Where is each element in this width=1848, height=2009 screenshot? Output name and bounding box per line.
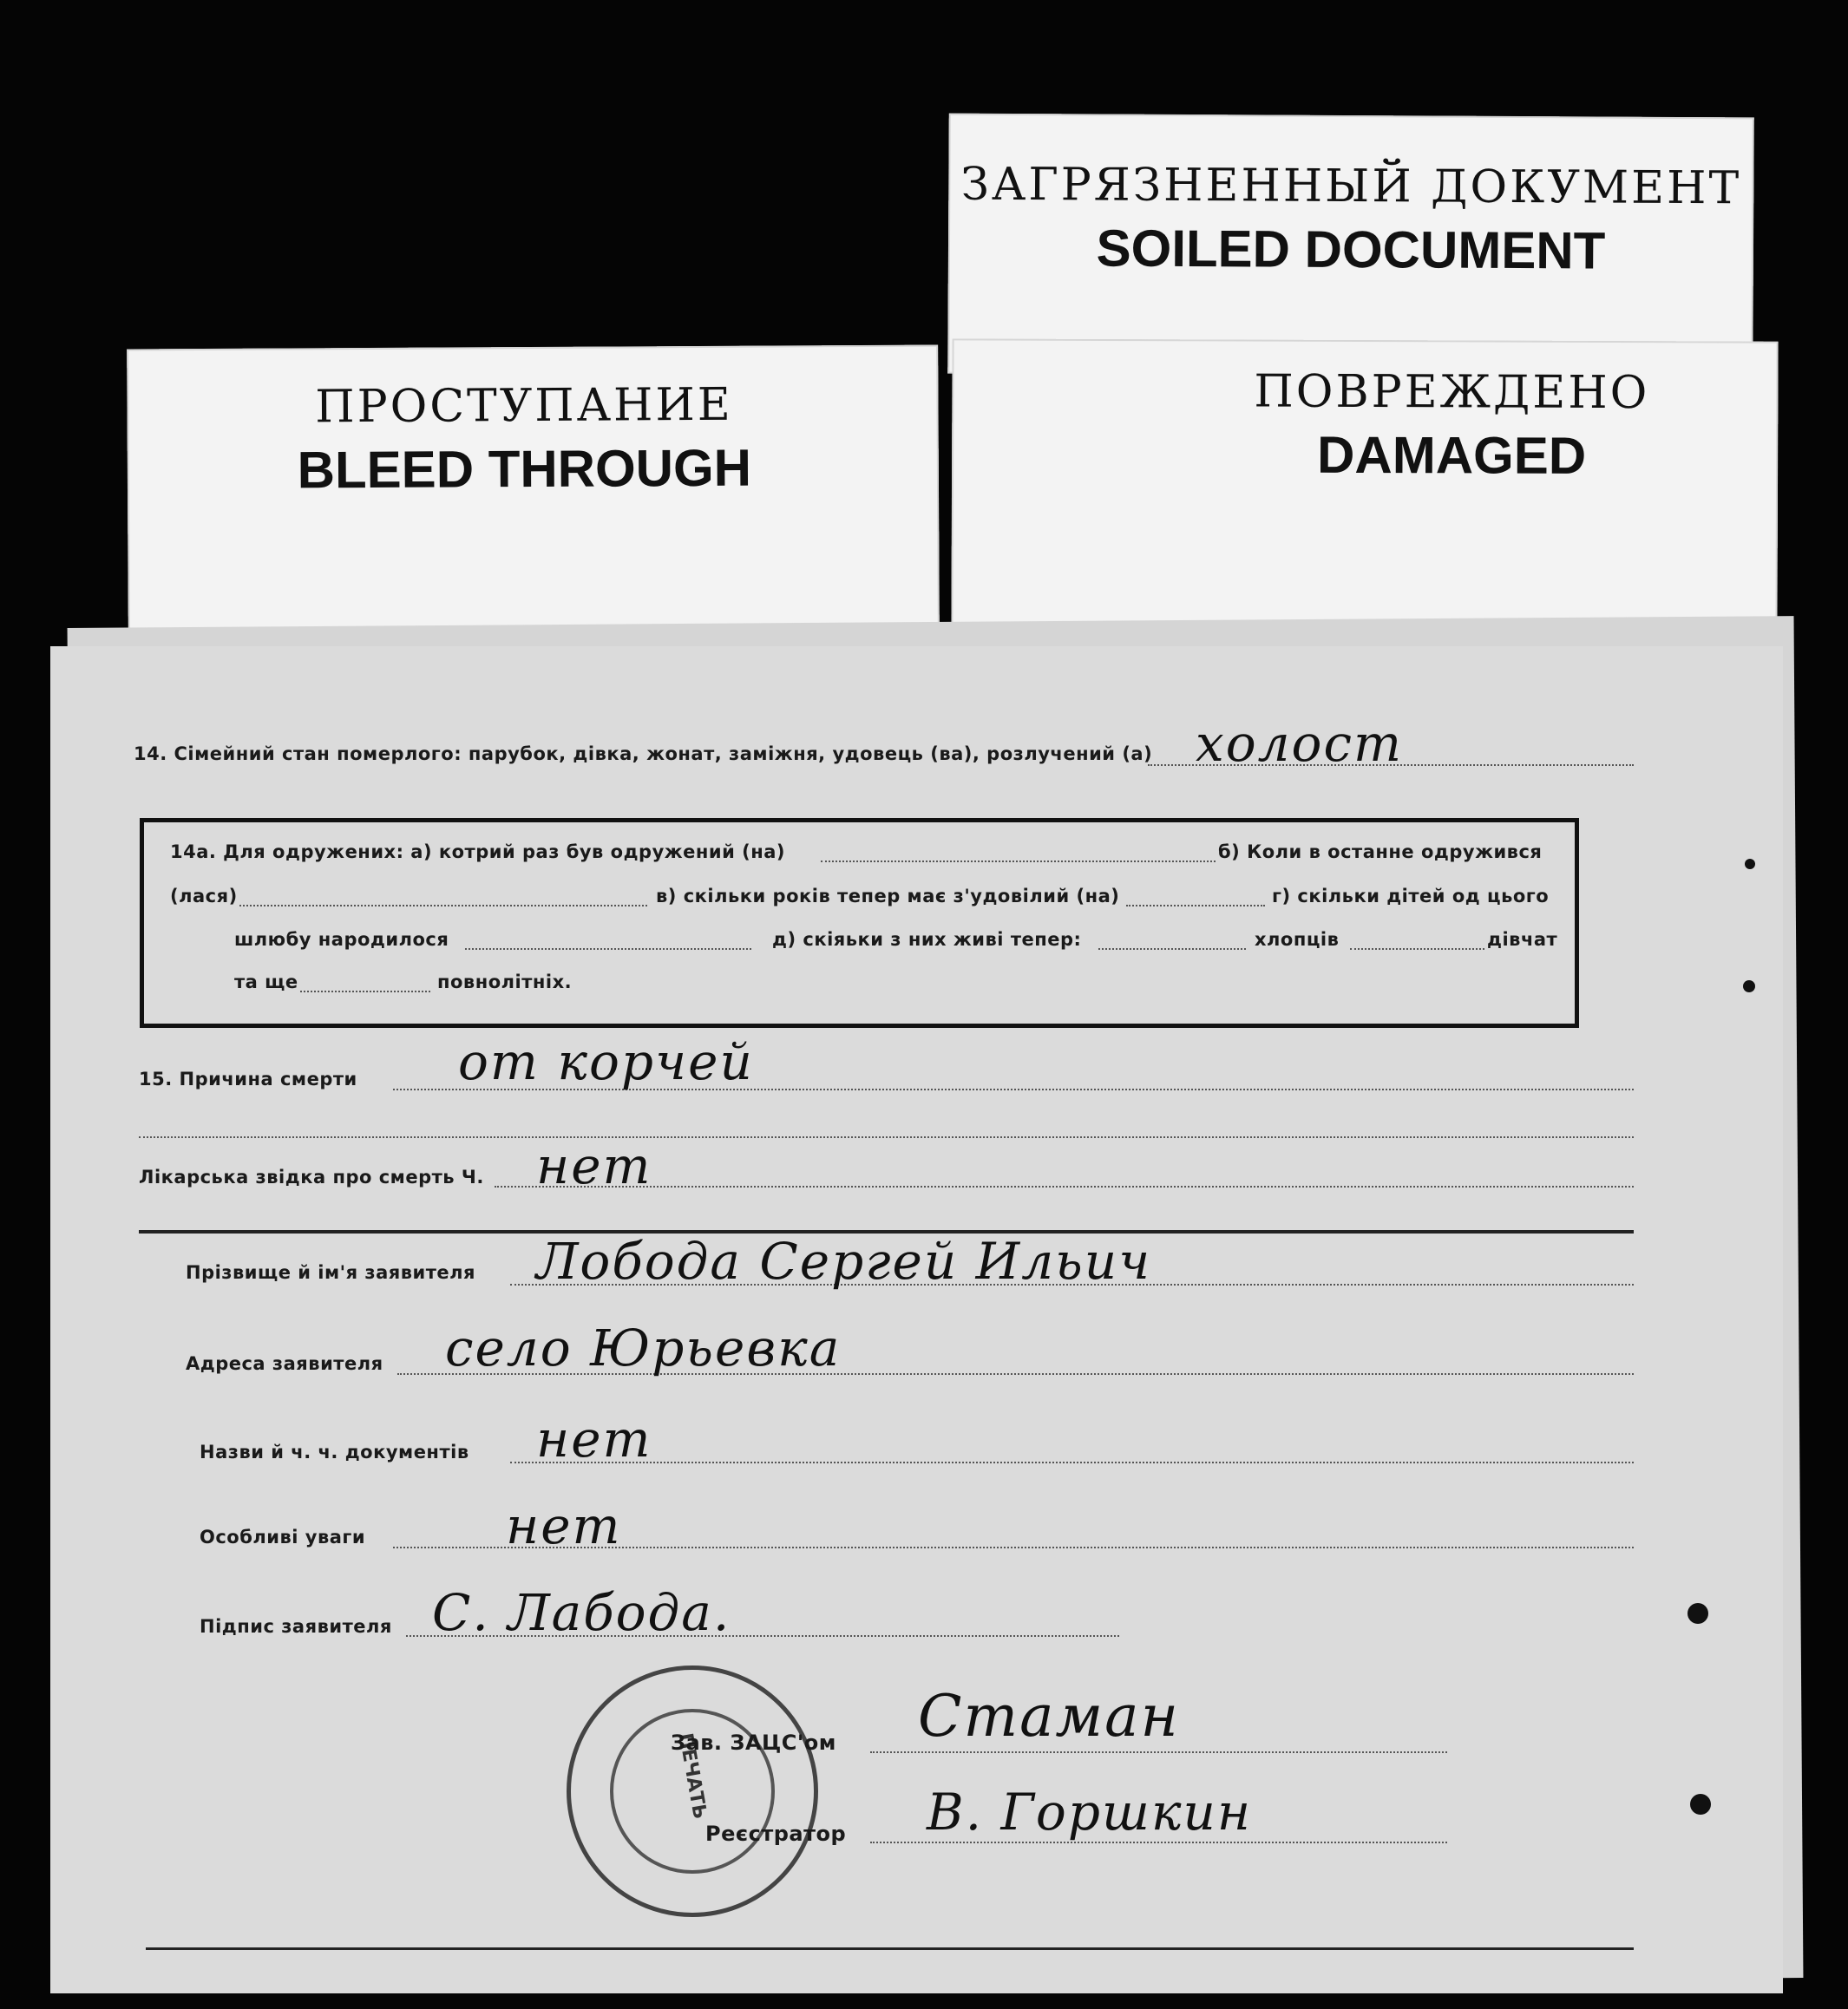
q14a-line3a: шлюбу народилося bbox=[234, 929, 449, 950]
stamp-text: ПЕЧАТЬ bbox=[674, 1731, 711, 1821]
cause-of-death-value: от корчей bbox=[458, 1032, 754, 1091]
damaged-tag bbox=[951, 338, 1778, 636]
cause-of-death-line-2 bbox=[139, 1136, 1634, 1138]
soiled-tag-ru: ЗАГРЯЗНЕННЫЙ ДОКУМЕНТ bbox=[960, 158, 1742, 215]
bleed-tag-en: BLEED THROUGH bbox=[297, 438, 752, 500]
q14a-dots-3 bbox=[1126, 905, 1265, 906]
death-record-form bbox=[50, 646, 1783, 1993]
q14a-line1a: 14а. Для одружених: а) котрий раз був одружений (на) bbox=[170, 841, 786, 862]
applicant-name-value: Лобода Сергей Ильич bbox=[536, 1232, 1152, 1291]
applicant-address-label: Адреса заявителя bbox=[186, 1353, 383, 1374]
documents-line bbox=[510, 1462, 1634, 1463]
medical-cert-label: Лікарська звідка про смерть Ч. bbox=[139, 1167, 484, 1188]
marital-status-label: 14. Сімейний стан померлого: парубок, дівка, жонат, заміжня, удовець (ва), розлучений (а) bbox=[134, 743, 1153, 764]
q14a-dots-2 bbox=[239, 905, 647, 906]
q14a-line2c: г) скільки дітей од цього bbox=[1272, 886, 1550, 906]
bleed-through-tag bbox=[127, 345, 940, 636]
cause-of-death-label: 15. Причина смерти bbox=[139, 1069, 357, 1090]
applicant-name-label: Прізвище й ім'я заявителя bbox=[186, 1262, 476, 1283]
q14a-line3c: хлопців bbox=[1255, 929, 1340, 950]
soiled-document-tag bbox=[947, 114, 1754, 378]
q14a-line3b: д) скіяьки з них живі тепер: bbox=[772, 929, 1082, 950]
q14a-line2a: (лася) bbox=[170, 886, 238, 906]
punch-hole bbox=[1745, 859, 1755, 869]
q14a-dots-6 bbox=[1350, 948, 1484, 950]
applicant-address-value: село Юрьевка bbox=[445, 1319, 842, 1378]
married-details-box bbox=[140, 818, 1579, 1028]
damaged-tag-ru: ПОВРЕЖДЕНО bbox=[1254, 365, 1650, 420]
registrar-signature: В. Горшкин bbox=[927, 1783, 1253, 1842]
head-signature: Стаман bbox=[918, 1683, 1180, 1750]
registrar-label: Реєстратор bbox=[705, 1822, 847, 1846]
head-line bbox=[870, 1751, 1447, 1753]
punch-hole bbox=[1690, 1794, 1711, 1815]
documents-value: нет bbox=[536, 1410, 652, 1469]
documents-label: Назви й ч. ч. документів bbox=[200, 1442, 469, 1463]
bleed-tag-ru: ПРОСТУПАНИЕ bbox=[315, 378, 733, 434]
medical-cert-line bbox=[495, 1186, 1634, 1188]
applicant-signature-label: Підпис заявителя bbox=[200, 1616, 392, 1637]
registrar-line bbox=[870, 1842, 1447, 1843]
remarks-label: Особливі уваги bbox=[200, 1527, 366, 1548]
marital-status-value: холост bbox=[1196, 714, 1403, 773]
q14a-line4b: повнолітніх. bbox=[437, 972, 573, 992]
official-stamp bbox=[567, 1665, 818, 1917]
bottom-rule bbox=[146, 1947, 1634, 1950]
damaged-tag-en: DAMAGED bbox=[1317, 425, 1587, 485]
q14a-line4a: та ще bbox=[234, 972, 298, 992]
q14a-line1b: б) Коли в останне одружився bbox=[1218, 841, 1543, 862]
medical-cert-value: нет bbox=[536, 1136, 652, 1195]
q14a-dots-1 bbox=[821, 861, 1216, 862]
q14a-dots-4 bbox=[465, 948, 751, 950]
remarks-value: нет bbox=[506, 1496, 622, 1555]
soiled-tag-en: SOILED DOCUMENT bbox=[1096, 219, 1606, 280]
q14a-dots-5 bbox=[1098, 948, 1246, 950]
applicant-signature-value: С. Лабода. bbox=[432, 1583, 731, 1642]
q14a-dots-7 bbox=[300, 991, 430, 992]
punch-hole bbox=[1687, 1603, 1708, 1624]
q14a-line2b: в) скільки років тепер має з'удовілий (на) bbox=[656, 886, 1120, 906]
punch-hole bbox=[1743, 980, 1755, 992]
head-label: Зав. ЗАЦС'ом bbox=[671, 1731, 836, 1755]
q14a-line3d: дівчат bbox=[1487, 929, 1558, 950]
